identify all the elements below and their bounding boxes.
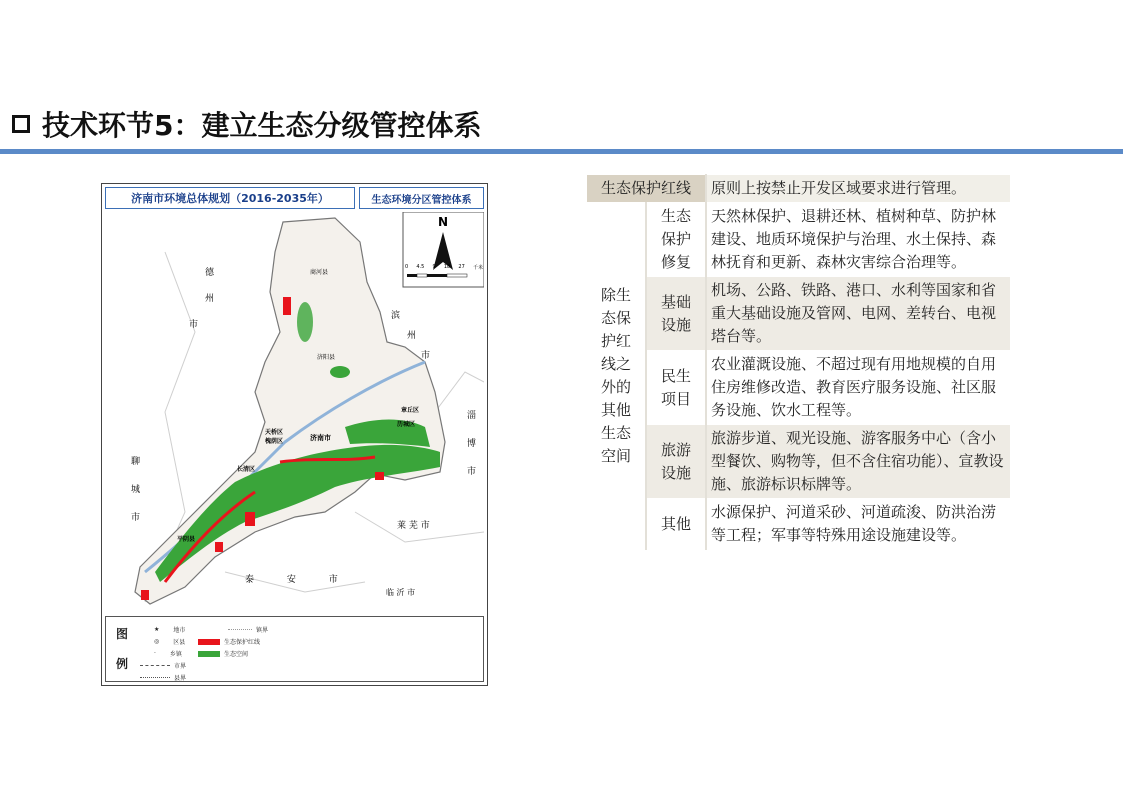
neighbor-dezhou [189,260,215,338]
map-canvas [105,212,484,612]
legend-red-line: 生态保护红线 [198,637,260,646]
place-label: 槐荫区 [265,438,284,445]
neighbor-char: 聊 [131,457,141,467]
neighbor-char: 市 [189,320,199,330]
table-row [587,175,1011,203]
table-row [587,277,1011,351]
map-plan-title: 济南市环境总体规划（2016-2035年） [105,187,355,209]
neighbor-char: 滨 [391,311,401,321]
legend-title-top: 图 [116,627,129,641]
table-row [587,425,1011,499]
neighbor-char: 德 [205,268,215,278]
map-header [105,187,484,209]
neighbor-taian: 泰 安 市 [245,575,338,585]
legend-city-seat: ★ 地市 [154,626,186,634]
neighbor-laiwu: 莱 芜 市 [397,521,430,531]
scale-label: 9 [432,264,436,270]
category-desc: 农业灌溉设施、不超过现有用地规模的自用住房维修改造、教育医疗服务设施、社区服务设施、饮水工程等。 [706,351,1011,425]
table-row [587,351,1011,425]
place-label: 平阴县 [177,536,196,543]
neighbor-char: 城 [131,485,141,495]
scale-label: 4.5 [416,264,425,270]
scale-label: 27 [458,264,465,270]
title-underline [0,149,1123,154]
neighbor-char: 博 [467,439,477,449]
category-label: 民生项目 [646,351,706,425]
neighbor-char: 市 [131,513,141,523]
place-label: 济阳县 [317,354,336,361]
legend-eco-space: 生态空间 [198,649,248,658]
place-label: 历城区 [397,421,416,428]
neighbor-linyi: 临 沂 市 [386,588,416,597]
scale-label: 0 [405,264,409,270]
neighbor-char: 州 [205,294,215,304]
category-desc: 天然林保护、退耕还林、植树种草、防护林建设、地质环境保护与治理、水土保持、森林抚育和更新、森林灾害综合治理等。 [706,203,1011,277]
category-label: 其他 [646,499,706,550]
slide-title: 技术环节5：建立生态分级管控体系 [42,109,482,142]
neighbor-char: 淄 [467,411,477,421]
place-label: 章丘区 [401,407,420,414]
control-table [586,174,1011,550]
table-row [587,499,1011,550]
square-bullet-icon [12,115,30,133]
redline-desc: 原则上按禁止开发区域要求进行管理。 [706,175,1011,203]
neighbor-char: 市 [467,467,477,477]
neighbor-zibo [467,402,476,486]
legend-city-border: 市界 [140,661,186,670]
legend-title-bottom: 例 [116,657,129,671]
category-desc: 旅游步道、观光设施、游客服务中心（含小型餐饮、购物等，但不含住宿功能）、宣教设施、旅游标识标牌等。 [706,425,1011,499]
map-legend [105,616,484,682]
category-label: 基础设施 [646,277,706,351]
place-label: 济南市 [310,434,331,442]
category-desc: 机场、公路、铁路、港口、水利等国家和省重大基础设施及管网、电网、差转台、电视塔台等。 [706,277,1011,351]
legend-town: · 乡镇 [154,650,182,658]
category-label: 旅游设施 [646,425,706,499]
category-desc: 水源保护、河道采砂、河道疏浚、防洪治涝等工程；军事等特殊用途设施建设等。 [706,499,1011,550]
place-label: 天桥区 [265,429,284,436]
place-label: 商河县 [310,269,329,276]
neighbor-char: 州 [407,331,417,341]
outside-label: 除生态保护红线之外的其他生态空间 [587,203,647,550]
neighbor-binzhou [391,306,430,366]
map-subject-title: 生态环境分区管控体系 [359,187,484,209]
scale-label: 18 [443,264,451,270]
place-label: 长清区 [237,466,256,473]
legend-county-border: 县界 [140,673,186,682]
scale-labels [405,264,483,271]
slide-title-bar [12,104,481,144]
scale-unit: 千米 [472,265,483,271]
north-label: N [438,215,449,229]
legend-town-border: 镇界 [228,625,268,634]
legend-district: ◎ 区县 [154,638,186,646]
neighbor-liaocheng [131,448,140,532]
map-graphic [105,212,484,612]
table-row [587,203,1011,277]
redline-label: 生态保护红线 [587,175,707,203]
eco-zoning-map [101,183,488,686]
category-label: 生态保护修复 [646,203,706,277]
neighbor-char: 市 [421,351,431,361]
